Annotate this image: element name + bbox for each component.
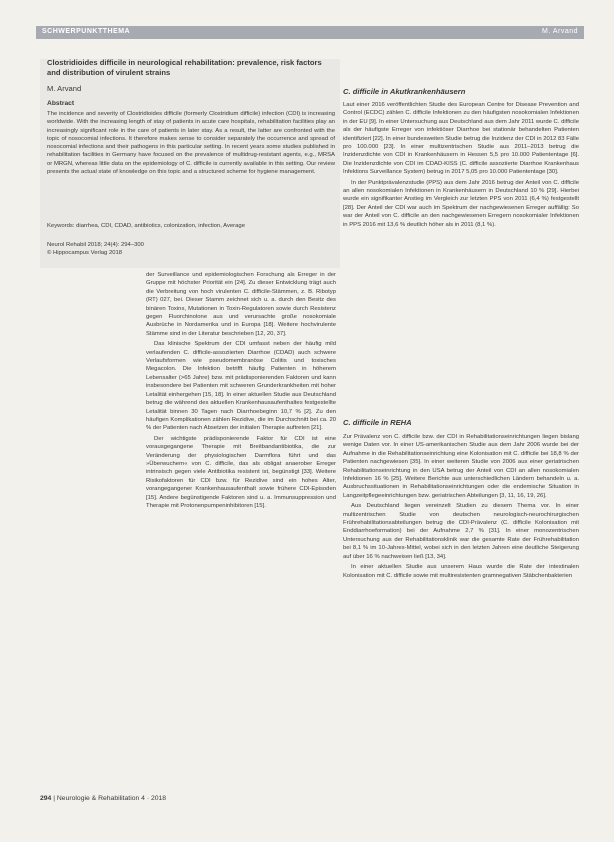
right-column-part2 — [343, 433, 579, 582]
right-paragraph-5: In einer aktuellen Studie aus unserem Haus wurde die Rate der intestinalen Kolonisation mit C. difficile sowie mit multiresistenten gramnegativen Stäbchenbakterien — [343, 564, 579, 579]
right-column-part1 — [343, 101, 579, 231]
left-paragraph-2: Das klinische Spektrum der CDI umfasst neben der häufig mild verlaufenden C. difficile-assoziierten Diarrhoe (CDAD) auch schwere Verlaufsformen wie pseudomembranöse Colitis und toxisches Megacolon. Die Infektion betrifft häufig Patienten in höherem Lebensalter (>65 Jahre) bzw. mit prädisponierenden Faktoren und kann insbesondere bei Patienten mit schweren Grunderkrankheiten mit hoher Letalität einhergehen [15, 18]. In einer aktuellen Studie aus Deutschland betrug die während des aktuellen Krankenhausaufenthaltes festgestellte Letalität binnen 30 Tagen nach Diarrhoebeginn 10,7 % [2]. Zu den häufigen Komplikationen zählen Rezidive, die im Durchschnitt bei ca. 20 % der Patienten nach Absetzen der initialen Therapie auftreten [21]. — [146, 341, 336, 432]
journal-citation: Neurol Rehabil 2018; 24(4): 294–300 — [47, 242, 144, 248]
article-author: M. Arvand — [47, 84, 82, 93]
left-paragraph-1: der Surveillance und epidemiologischen Forschung als Erreger in der Gruppe mit höchster Priorität ein [24]. Zu dieser Entwicklung trägt auch die Verbreitung von hoch virulenten C. difficile-Stämmen, z. B. Ribotyp (RT) 027, bei. Dieser Stamm zeichnet sich u. a. durch den Besitz des binären Toxins, Mutationen in Toxin-Regulatoren sowie durch Resistenz gegen Fluorchinolone aus und verursachte große nosokomiale Ausbrüche in Nordamerika und in Europa [18]. Weitere hochvirulente Stämme sind in der Literatur beschrieben [12, 20, 37]. — [146, 272, 336, 337]
journal-info — [47, 241, 335, 258]
article-title: Clostridioides difficile in neurological rehabilitation: prevalence, risk factors and distribution of virulent strains — [47, 58, 322, 77]
abstract-label: Abstract — [47, 100, 75, 107]
copyright: © Hippocampus Verlag 2018 — [47, 250, 123, 257]
page-footer — [40, 795, 166, 802]
footer-separator: | — [53, 795, 57, 802]
keywords: Keywords: diarrhea, CDI, CDAD, antibiotics, colonization, infection, Average — [47, 223, 245, 229]
left-column — [146, 271, 336, 512]
footer-journal: Neurologie & Rehabilitation 4 · 2018 — [56, 795, 167, 802]
page-number: 294 — [40, 795, 52, 802]
right-paragraph-2: In der Punktprävalenzstudie (PPS) aus dem Jahr 2016 betrug der Anteil von C. difficile an allen nosokomialen Infektionen in Krankenhäusern in Deutschland 10 % [29]. Hierbei wurde ein signifikanter Anstieg im Vergleich zur letzten PPS von 2011 (6,4 %) festgestellt [28]. Der Anteil der CDI war auch im Spektrum der nachgewiesenen Erreger auffällig: So war der Anteil von C. difficile an den nachgewiesenen Erregern nosokomialer Infektionen in PPS 2016 mit 13,6 % deutlich höher als in 2011 (8,1 %). — [343, 179, 579, 228]
heading-reha: C. difficile in REHA — [343, 418, 412, 427]
abstract-text: The incidence and severity of Clostridioides difficile (formerly Clostridium difficile) infection (CDI) is increasing worldwide. With the increasing length of stay of patients in acute care hospitals, rehabilitation facilities play an increasingly significant role in the care of patients in later stay. As a result, the latter are confronted with the topic of nosocomial infections. It therefore makes sense to consider separately the occurrence and spread of nosocomial infections and their pathogens in this particular setting. In recent years some studies published in rehabilitation facilities in Germany have focused on the prevalence of multidrug-resistant agents, e.g., MRSA or MRGN, whereas little data on the epidemiology of C. difficile is currently available in this setting. Our review presents the actual state of knowledge on this topic and a structured scheme for hygiene management. — [47, 111, 335, 176]
heading-acute-hospitals: C. difficile in Akutkrankenhäusern — [343, 87, 466, 96]
left-paragraph-3: Der wichtigste prädisponierende Faktor für CDI ist eine vorausgegangene Therapie mit Breitbandantibiotika, die zur Veränderung der physiologischen Darmflora führt und das »Überwuchern« von C. difficile, das als obligat anaerober Erreger intrinsisch gegen viele Antibiotika resistent ist, begünstigt [33]. Weitere Risikofaktoren für CDI bzw. für Rezidive sind ein hohes Alter, vorangegangener Krankenhausaufenthalt sowie frühere CDI-Episoden [15]. Andere begünstigende Faktoren sind u. a. Immunsuppression und Therapie mit Protonenpumpeninhibitoren [15]. — [146, 435, 336, 509]
right-paragraph-3: Zur Prävalenz von C. difficile bzw. der CDI in Rehabilitationseinrichtungen liegen bislang wenige Daten vor. In einer US-amerikanischen Studie aus dem Jahr 2006 wurde bei der Aufnahme in die Rehabilitationseinrichtung eine Kolonisation mit C. difficile bei 18,8 % der Patienten nachgewiesen [35]. In einer weiteren Studie von 2006 aus einer geriatrischen Rehabilitationseinrichtung in den USA betrug der Anteil von CDI an allen nosokomialen Infektionen 16 % [25]. Weitere Berichte aus unterschiedlichen Ländern behandeln u. a. Ausbruchssituationen in Rehabilitationseinrichtungen oder die endemische Situation in Langzeitpflegeeinrichtungen bzw. geriatrischen Abteilungen [3, 11, 16, 19, 26]. — [343, 434, 579, 499]
header-author: M. Arvand — [541, 28, 578, 35]
section-header-bar — [36, 26, 584, 39]
right-paragraph-1: Laut einer 2016 veröffentlichten Studie des European Centre for Disease Prevention and Control (ECDC) zählen C. difficile Infektionen zu den häufigsten nosokomialen Infektionen in der EU [9]. In einer Untersuchung aus Deutschland aus dem Jahr 2011 wurde C. difficile als der häufigste Erreger von infektiöser Diarrhoe bei stationär behandelten Patienten identifiziert [22]. In einer bundesweiten Studie betrug die Inzidenz der CDI in 2012 83 Fälle pro 100.000 [23]. In einer multizentrischen Studie aus 2011–2013 betrug die Inzidenzdichte von CDI in Krankenhäusern in Hessen 5,5 pro 10.000 Patiententage [6]. Die Inzidenzdichte von CDI im CDAD-KISS (C. difficile assoziierte Diarrhoe Krankenhaus Infektions Surveillance System) betrug in 2017 5,05 pro 10.000 Patiententage [30]. — [343, 102, 579, 176]
right-paragraph-4: Aus Deutschland liegen vereinzelt Studien zu diesem Thema vor. In einer multizentrischen Studie von deutschen neurologisch-neurochirurgischen Frührehabilitationsabteilungen betrug die CDI-Prävalenz (C. difficile Kolonisation mit Enddiarrhoeformation) bei der Aufnahme 2,7 % [31]. In einer monozentrischen Untersuchung aus der Rehabilitationsklinik war die gesamte Rate der Frührehabilitation bei 8,1 % im 10-Jahres-Mittel, wobei sich in den letzten Jahren eine deutliche Steigerung auf über 16 % nachweisen ließ [13, 34]. — [343, 503, 579, 560]
section-label: SCHWERPUNKTTHEMA — [42, 28, 131, 35]
